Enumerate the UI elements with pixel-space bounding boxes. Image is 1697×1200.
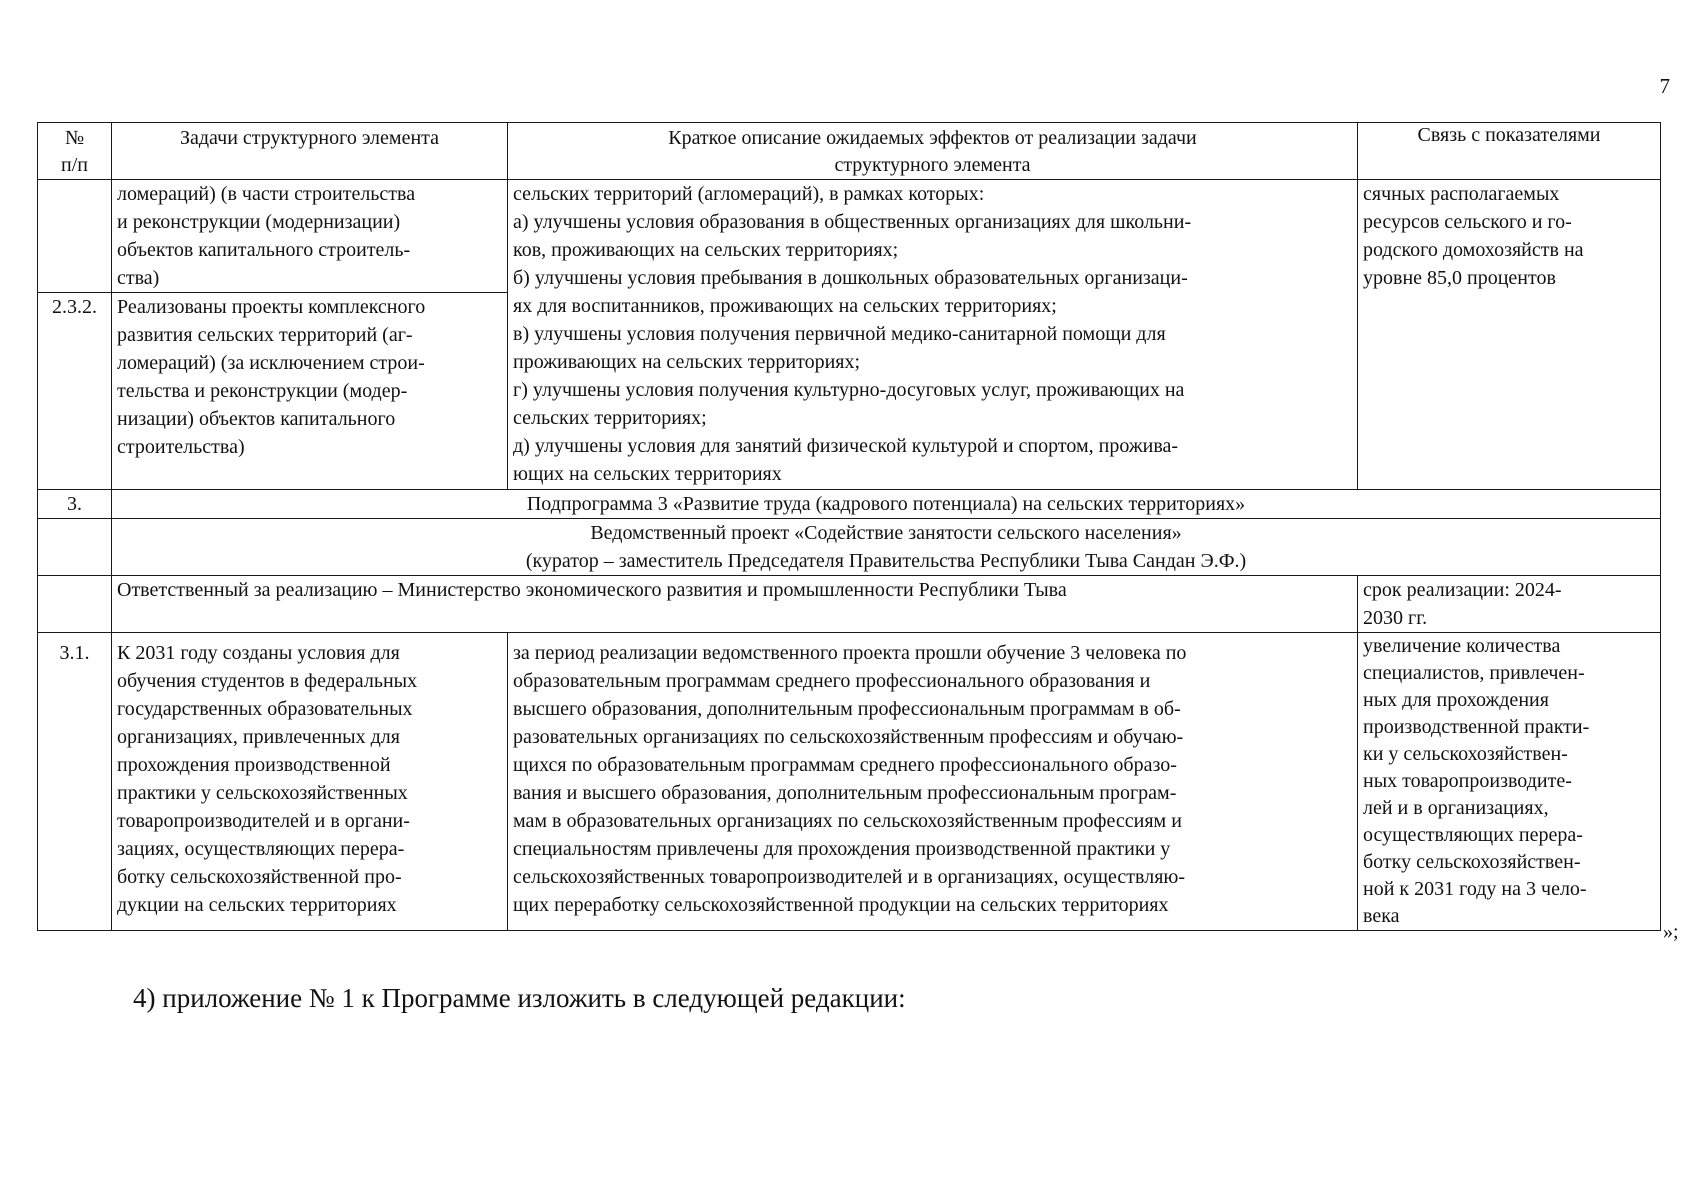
row-number	[38, 576, 112, 633]
row-number: 2.3.2.	[38, 293, 112, 490]
row-number: 3.1.	[38, 633, 112, 931]
table-row	[38, 519, 1661, 576]
row-number	[38, 180, 112, 293]
header-effects: Краткое описание ожидаемых эффектов от реализации задачи структурного элемента	[508, 123, 1358, 180]
row-tasks: Реализованы проекты комплексного развития сельских территорий (аг- ломераций) (за исключением строи- тельства и реконструкции (модер- низации) объектов капитального строительства)	[112, 293, 508, 490]
header-link: Связь с показателями	[1358, 123, 1661, 180]
closing-quote-mark: »;	[1663, 921, 1679, 943]
row-tasks: К 2031 году созданы условия для обучения студентов в федеральных государственных образовательных организациях, привлеченных для прохождения производственной практики у сельскохозяйственных товаропроизводителей и в органи- зациях, осуществляющих перера- ботку сельскохозяйственной про- дукции на сельских территориях	[112, 633, 508, 931]
structural-elements-table	[37, 122, 1661, 931]
table-row	[38, 633, 1661, 931]
row-tasks: ломераций) (в части строительства и реконструкции (модернизации) объектов капитального строитель- ства)	[112, 180, 508, 293]
header-number: № п/п	[38, 123, 112, 180]
header-tasks: Задачи структурного элемента	[112, 123, 508, 180]
amendment-instruction: 4) приложение № 1 к Программе изложить в следующей редакции:	[133, 983, 906, 1013]
table-header-row	[38, 123, 1661, 180]
implementation-term: срок реализации: 2024- 2030 гг.	[1358, 576, 1661, 633]
table-row	[38, 490, 1661, 519]
project-title: Ведомственный проект «Содействие занятости сельского населения» (куратор – заместитель Председателя Правительства Республики Тыва Сандан Э.Ф.)	[112, 519, 1661, 576]
subprogram-title: Подпрограмма 3 «Развитие труда (кадрового потенциала) на сельских территориях»	[112, 490, 1661, 519]
row-effects: сельских территорий (агломераций), в рамках которых: а) улучшены условия образования в общественных организациях для школьни- ков, проживающих на сельских территориях; б) улучшены условия пребывания в дошкольных образовательных организаци- ях для воспитанников, проживающих на сельских территориях; в) улучшены условия получения первичной медико-санитарной помощи для проживающих на сельских территориях; г) улучшены условия получения культурно-досуговых услуг, проживающих на сельских территориях; д) улучшены условия для занятий физической культурой и спортом, прожива- ющих на сельских территориях	[508, 180, 1358, 490]
table-row	[38, 576, 1661, 633]
row-effects: за период реализации ведомственного проекта прошли обучение 3 человека по образовательным программам среднего профессионального образования и высшего образования, дополнительным профессиональным программам в об- разовательных организациях по сельскохозяйственным профессиям и обучаю- щихся по образовательным программам среднего профессионального образо- вания и высшего образования, дополнительным профессиональным програм- мам в образовательных организациях по сельскохозяйственным профессиям и специальностям привлечены для прохождения производственной практики у сельскохозяйственных товаропроизводителей и в организациях, осуществляю- щих переработку сельскохозяйственной продукции на сельских территориях	[508, 633, 1358, 931]
row-number: 3.	[38, 490, 112, 519]
responsible-text: Ответственный за реализацию – Министерство экономического развития и промышленности Республики Тыва	[112, 576, 1358, 633]
row-number	[38, 519, 112, 576]
row-link: увеличение количества специалистов, привлечен- ных для прохождения производственной практи- ки у сельскохозяйствен- ных товаропроизводите- лей и в организациях, осуществляющих перера- ботку сельскохозяйствен- ной к 2031 году на 3 чело- века	[1358, 633, 1661, 931]
table-row	[38, 180, 1661, 293]
page-number: 7	[1659, 74, 1670, 98]
row-link: сячных располагаемых ресурсов сельского и го- родского домохозяйств на уровне 85,0 процентов	[1358, 180, 1661, 490]
